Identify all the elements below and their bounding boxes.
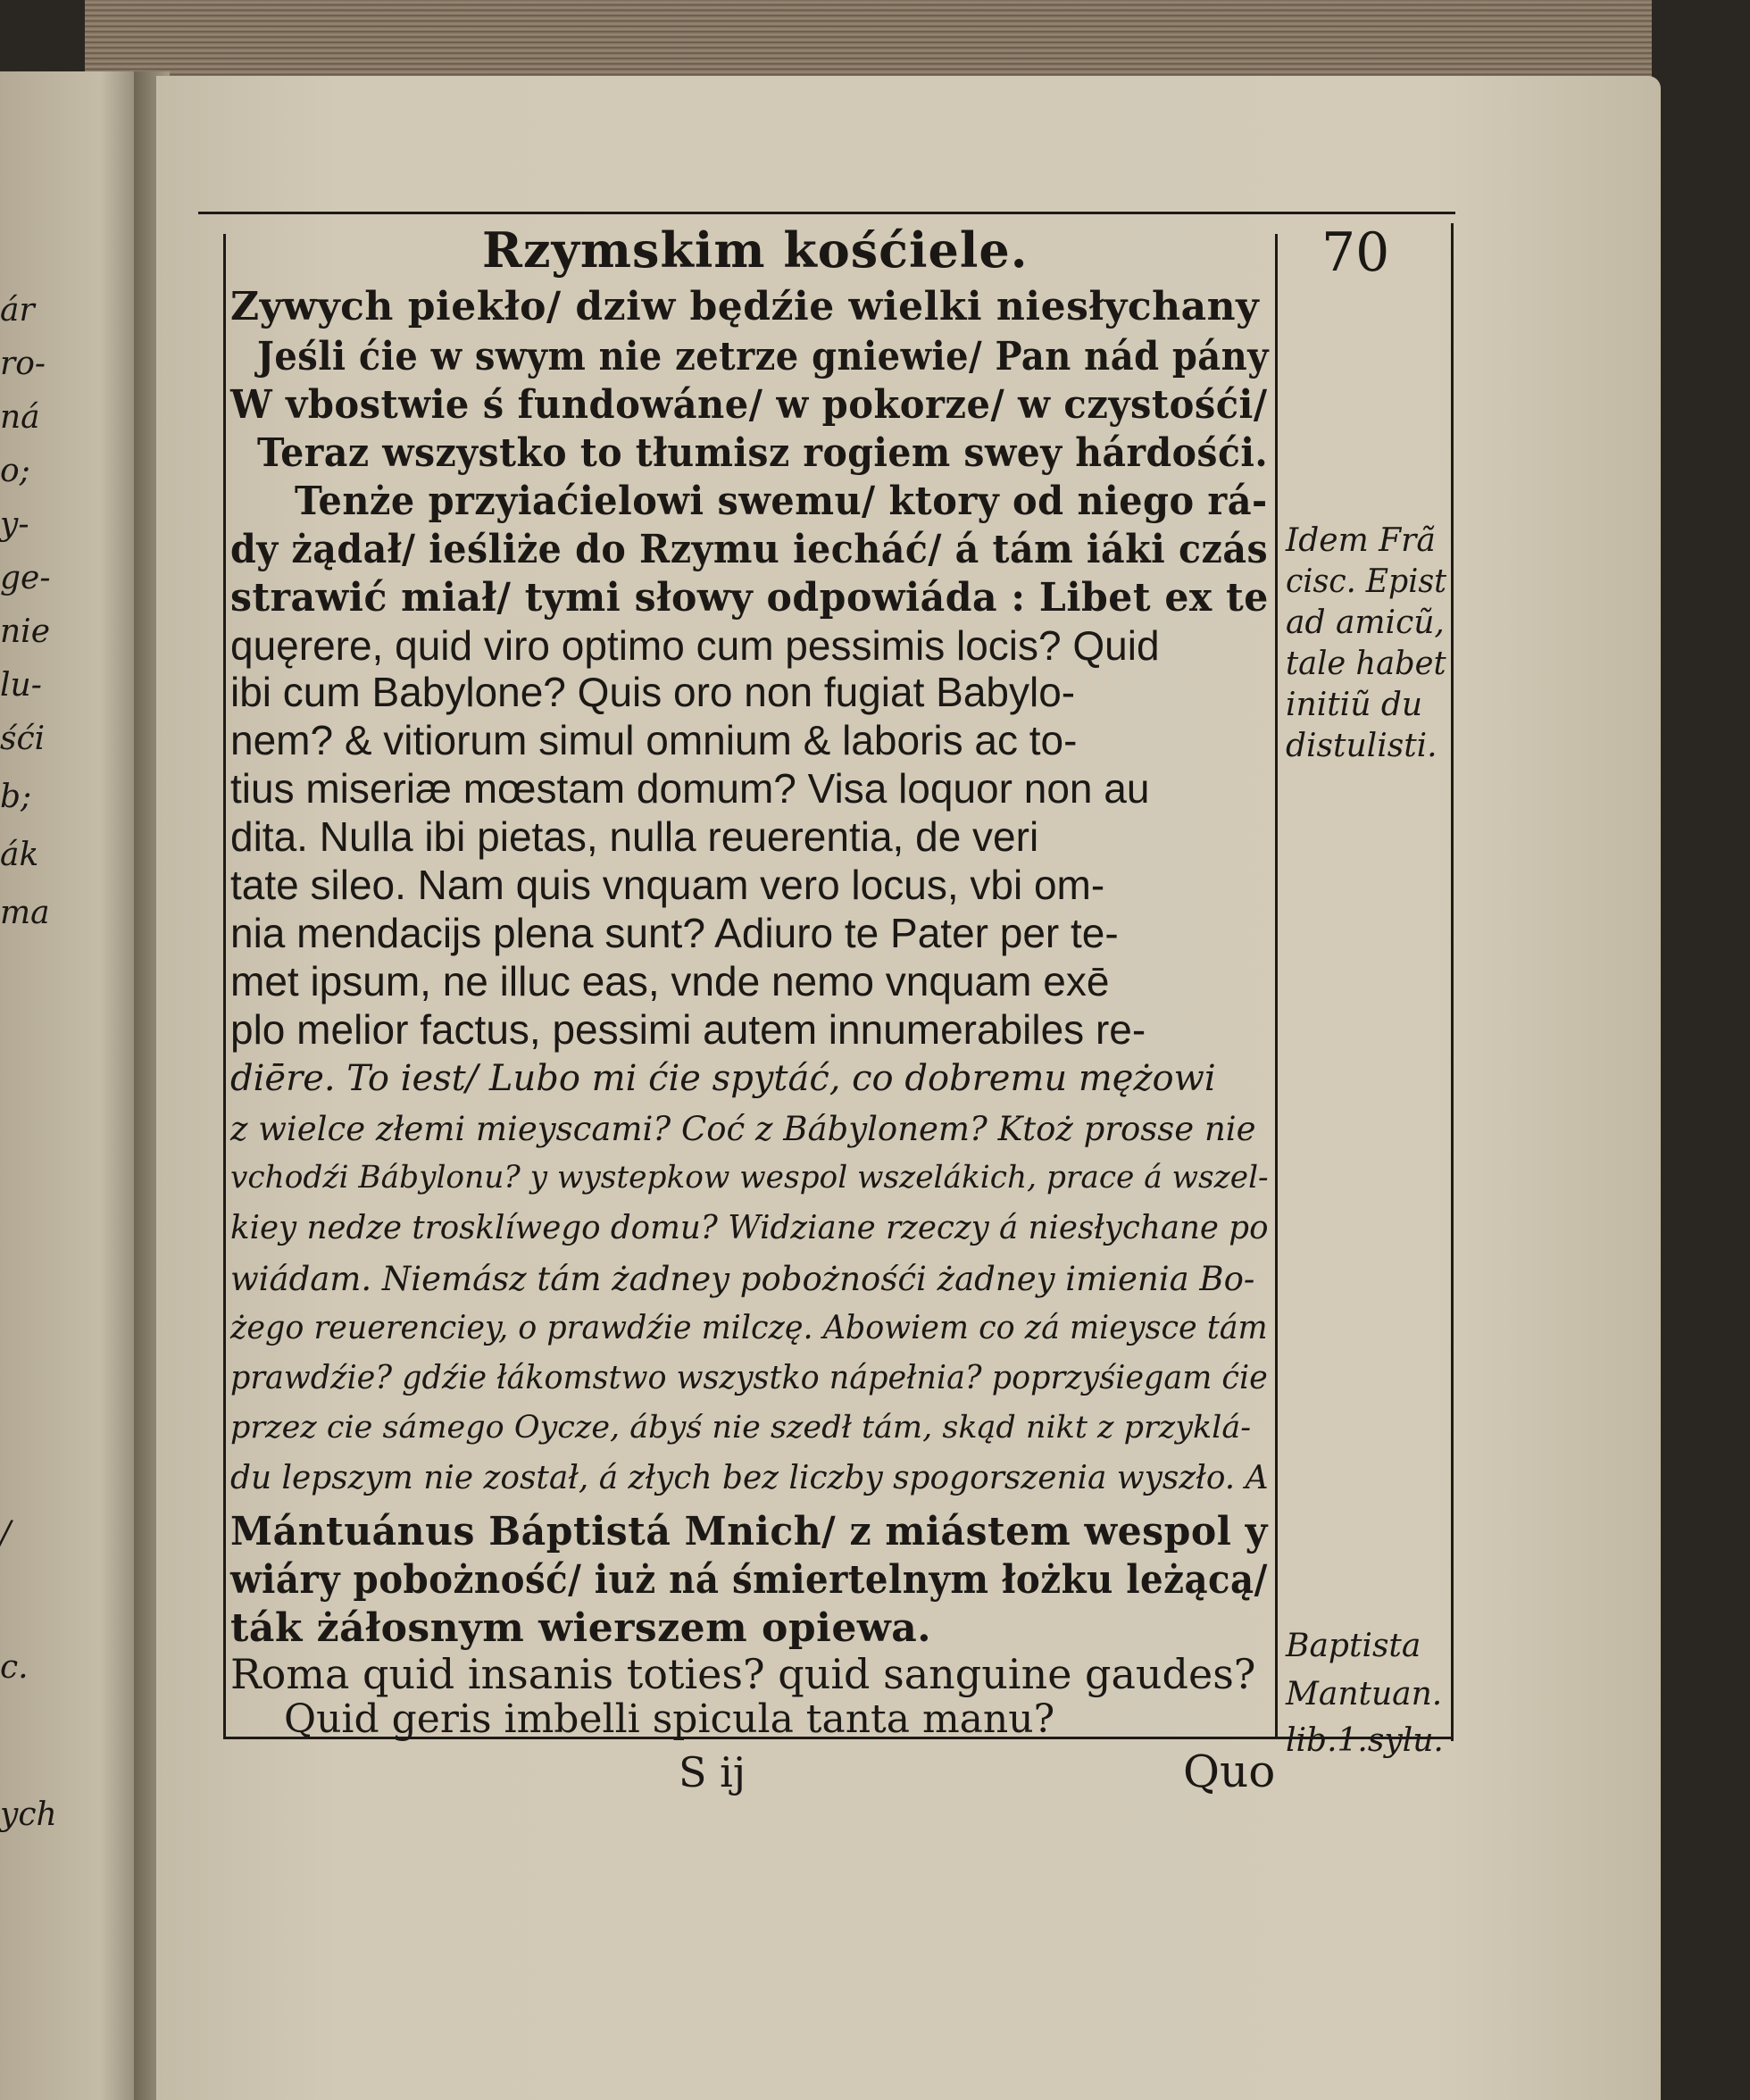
margin-note-line: cisc. Epist [1286, 563, 1447, 600]
text-line: strawić miał/ tymi słowy odpowiáda : Libet ex te [230, 575, 1269, 621]
margin-note-line: lib.1.sylu. [1286, 1722, 1444, 1759]
margin-note-line: tale habet [1286, 646, 1446, 682]
margin-note-line: ad amicũ, [1286, 604, 1445, 641]
facing-page-fragment: nie [0, 613, 51, 650]
text-line: żego reuerenciey, o prawdźie milczę. Abowiem co zá mieysce tám [230, 1310, 1268, 1346]
text-line: met ipsum, ne illuc eas, vnde nemo vnquam exē [230, 958, 1110, 1004]
facing-page-fragment: ro- [0, 346, 46, 382]
folio-number: 70 [1321, 221, 1390, 284]
facing-page-fragment: ná [0, 399, 40, 436]
text-line: nem? & vitiorum simul omnium & laboris ac to- [230, 717, 1078, 763]
facing-page [0, 71, 143, 2100]
facing-page-fragment: ych [0, 1796, 57, 1833]
book-page-edges [85, 0, 1652, 85]
text-line: dita. Nulla ibi pietas, nulla reuerentia, de veri [230, 813, 1039, 860]
text-line: diēre. To iest/ Lubo mi ćie spytáć, co dobremu mężowi [230, 1058, 1216, 1099]
text-line: dy żądał/ ieśliże do Rzymu iecháć/ á tám iáki czás [230, 527, 1269, 572]
text-line: kiey nedze trosklíwego domu? Widziane rzeczy á niesłychane po [230, 1210, 1269, 1246]
text-line: Roma quid insanis toties? quid sanguine gaudes? [230, 1650, 1256, 1698]
column-rule [1275, 234, 1278, 1738]
facing-page-fragment: c. [0, 1649, 29, 1686]
text-line: nia mendacijs plena sunt? Adiuro te Pater per te- [230, 910, 1119, 956]
text-line: ibi cum Babylone? Quis oro non fugiat Babylo- [230, 669, 1076, 715]
signature-mark: S ij [679, 1748, 746, 1796]
text-line: tius miseriæ mœstam domum? Visa loquor non au [230, 765, 1150, 812]
facing-page-fragment: b; [0, 779, 32, 815]
text-line: Quid geris imbelli spicula tanta manu? [284, 1696, 1055, 1742]
facing-page-fragment: śći [0, 721, 46, 757]
text-line: Mántuánus Báptistá Mnich/ z miástem wespol y [230, 1509, 1268, 1554]
text-line: Tenże przyiaćielowi swemu/ ktory od niego rá- [295, 479, 1268, 524]
text-line: przez cie sámego Oycze, ábyś nie szedł tám, skąd nikt z przyklá- [230, 1410, 1252, 1446]
text-line: W vbostwie ś fundowáne/ w pokorze/ w czystośći/ [230, 382, 1268, 428]
text-line: prawdźie? gdźie łákomstwo wszystko nápełnia? poprzyśiegam ćie [230, 1360, 1268, 1396]
text-line: plo melior factus, pessimi autem innumerabiles re- [230, 1006, 1146, 1053]
facing-page-fragment: / [0, 1515, 12, 1552]
text-line: quęrere, quid viro optimo cum pessimis locis? Quid [230, 622, 1160, 669]
text-line: ták żáłosnym wierszem opiewa. [230, 1605, 932, 1651]
top-rule [198, 212, 1455, 214]
text-line: wiáry pobożność/ iuż ná śmiertelnym łożku leżącą/ [230, 1557, 1268, 1603]
text-line: tate sileo. Nam quis vnquam vero locus, vbi om- [230, 862, 1105, 908]
text-line: vchodźi Bábylonu? y wystepkow wespol wszelákich, prace á wszel- [230, 1160, 1269, 1196]
facing-page-fragment: lu- [0, 667, 42, 704]
facing-page-fragment: ár [0, 292, 35, 329]
facing-page-fragment: ák [0, 837, 39, 873]
catchword: Quo [1183, 1746, 1276, 1797]
text-line: z wielce złemi mieyscami? Coć z Bábylonem? Ktoż prosse nie [230, 1110, 1256, 1148]
margin-note-line: Mantuan. [1286, 1676, 1443, 1712]
text-line: du lepszym nie został, á złych bez liczby spogorszenia wyszło. A [230, 1460, 1269, 1496]
right-rule [1451, 223, 1454, 1741]
left-rule [223, 234, 226, 1738]
text-line: wiádam. Niemász tám żadney pobożnośći żadney imienia Bo- [230, 1260, 1255, 1298]
facing-page-fragment: o; [0, 453, 30, 489]
facing-page-fragment: ge- [0, 560, 51, 596]
facing-page-fragment: ma [0, 895, 50, 931]
running-head: Rzymskim kośćiele. [482, 221, 1029, 279]
facing-page-fragment: y- [0, 506, 29, 543]
margin-note-line: Idem Frã [1286, 522, 1436, 559]
text-line: Zywych piekło/ dziw będźie wielki niesłychany [230, 284, 1260, 329]
margin-note-line: distulisti. [1286, 728, 1438, 764]
margin-note-line: initiũ du [1286, 687, 1423, 723]
text-line: Teraz wszystko to tłumisz rogiem swey hárdośći. [257, 430, 1269, 476]
margin-note-line: Baptista [1286, 1628, 1421, 1664]
text-line: Jeśli ćie w swym nie zetrze gniewie/ Pan nád pány [257, 334, 1269, 379]
